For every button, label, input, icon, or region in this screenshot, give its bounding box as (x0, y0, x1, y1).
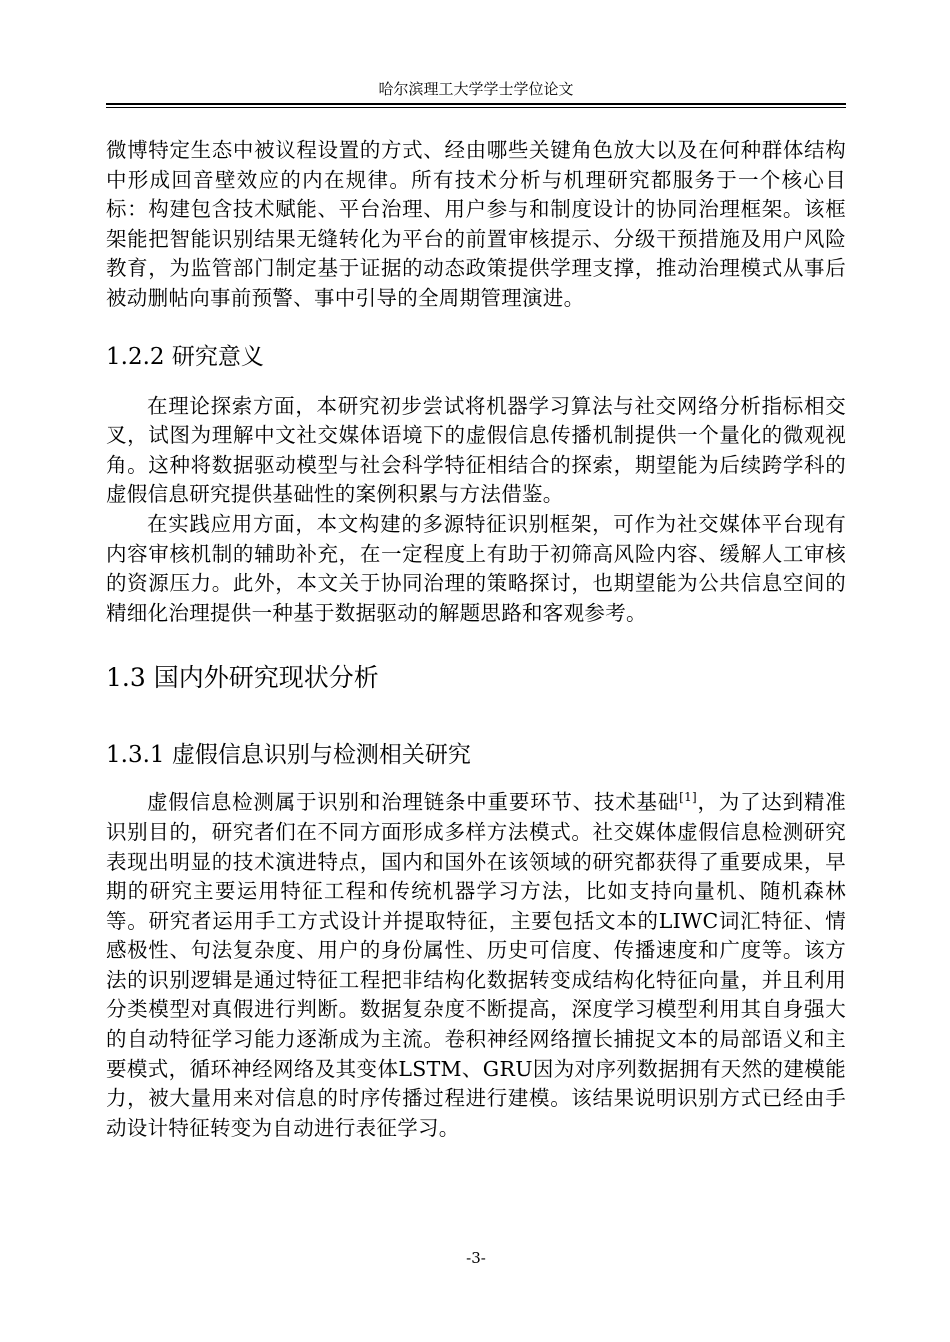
paragraph-detection (106, 788, 846, 1143)
page-body (106, 136, 846, 1143)
section-heading-1-3: 1.3 国内外研究现状分析 (106, 663, 379, 693)
paragraph-practice: 在实践应用方面，本文构建的多源特征识别框架，可作为社交媒体平台现有内容审核机制的辅助补充，在一定程度上有助于初筛高风险内容、缓解人工审核的资源压力。此外，本文关于协同治理的策略探讨，也期望能为公共信息空间的精细化治理提供一种基于数据驱动的解题思路和客观参考。 (106, 511, 846, 625)
page-number: -3- (466, 1249, 486, 1267)
section-heading-1-2-2: 1.2.2 研究意义 (106, 343, 264, 370)
header-rule-thin (106, 107, 846, 108)
paragraph-theory: 在理论探索方面，本研究初步尝试将机器学习算法与社交网络分析指标相交叉，试图为理解中文社交媒体语境下的虚假信息传播机制提供一个量化的微观视角。这种将数据驱动模型与社会科学特征相结合的探索，期望能为后续跨学科的虚假信息研究提供基础性的案例积累与方法借鉴。 (106, 393, 846, 507)
paragraph-continued: 微博特定生态中被议程设置的方式、经由哪些关键角色放大以及在何种群体结构中形成回音壁效应的内在规律。所有技术分析与机理研究都服务于一个核心目标：构建包含技术赋能、平台治理、用户参与和制度设计的协同治理框架。该框架能把智能识别结果无缝转化为平台的前置审核提示、分级干预措施及用户风险教育，为监管部门制定基于证据的动态政策提供学理支撑，推动治理模式从事后被动删帖向事前预警、事中引导的全周期管理演进。 (106, 138, 846, 310)
paragraph-detection-text-a: 虚假信息检测属于识别和治理链条中重要环节、技术基础 (147, 790, 680, 815)
running-header: 哈尔滨理工大学学士学位论文 (378, 80, 574, 98)
section-heading-1-3-1: 1.3.1 虚假信息识别与检测相关研究 (106, 742, 471, 769)
citation-1: [1] (679, 790, 698, 805)
paragraph-detection-text-b: ，为了达到精准识别目的，研究者们在不同方面形成多样方法模式。社交媒体虚假信息检测研究表现出明显的技术演进特点，国内和国外在该领域的研究都获得了重要成果，早期的研究主要运用特征工程和传统机器学习方法，比如支持向量机、随机森林等。研究者运用手工方式设计并提取特征，主要包括文本的LIWC词汇特征、情感极性、句法复杂度、用户的身份属性、历史可信度、传播速度和广度等。该方法的识别逻辑是通过特征工程把非结构化数据转变成结构化特征向量，并且利用分类模型对真假进行判断。数据复杂度不断提高，深度学习模型利用其自身强大的自动特征学习能力逐渐成为主流。卷积神经网络擅长捕捉文本的局部语义和主要模式，循环神经网络及其变体LSTM、GRU因为对序列数据拥有天然的建模能力，被大量用来对信息的时序传播过程进行建模。该结果说明识别方式已经由手动设计特征转变为自动进行表征学习。 (106, 790, 847, 1140)
header-rule-thick (106, 103, 846, 105)
